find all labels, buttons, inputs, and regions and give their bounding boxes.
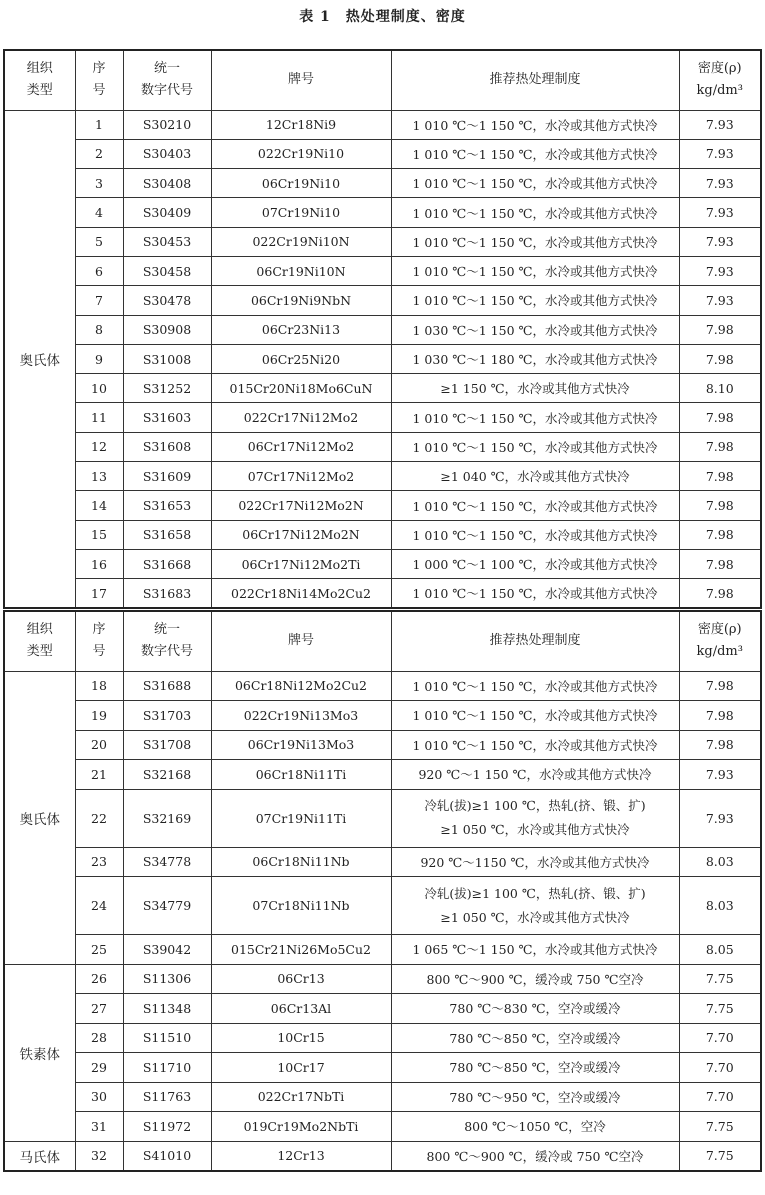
code-cell: S34779 (123, 877, 211, 935)
code-cell: S31653 (123, 491, 211, 520)
code-cell: S31008 (123, 344, 211, 373)
header-density: 密度(ρ) kg/dm³ (679, 611, 761, 671)
grade-cell: 07Cr18Ni11Nb (211, 877, 391, 935)
table-row (4, 169, 761, 198)
grade-cell: 06Cr18Ni11Nb (211, 847, 391, 877)
code-cell: S30210 (123, 110, 211, 139)
table-row (4, 491, 761, 520)
density-cell: 7.70 (679, 1023, 761, 1053)
density-cell: 7.98 (679, 520, 761, 549)
density-cell: 7.93 (679, 169, 761, 198)
seq-cell: 9 (75, 344, 123, 373)
heat-cell: 1 010 ℃～1 150 ℃，水冷或其他方式快冷 (391, 671, 679, 701)
code-cell: S32168 (123, 760, 211, 790)
density-cell: 7.75 (679, 1141, 761, 1171)
density-cell: 7.98 (679, 491, 761, 520)
density-cell: 8.03 (679, 877, 761, 935)
grade-cell: 06Cr19Ni10 (211, 169, 391, 198)
header-code: 统一 数字代号 (123, 611, 211, 671)
code-cell: S31668 (123, 549, 211, 578)
table-row (4, 110, 761, 139)
group-type-cell: 铁素体 (4, 964, 75, 1141)
table-row (4, 701, 761, 731)
code-cell: S30403 (123, 139, 211, 168)
code-cell: S34778 (123, 847, 211, 877)
header-type: 组织 类型 (4, 50, 75, 110)
heat-line-1: 冷轧(拔)≥1 100 ℃，热轧(挤、锻、扩) (424, 798, 646, 813)
grade-cell: 12Cr18Ni9 (211, 110, 391, 139)
code-cell: S31252 (123, 374, 211, 403)
header-grade: 牌号 (211, 50, 391, 110)
density-cell: 7.93 (679, 227, 761, 256)
seq-cell: 4 (75, 198, 123, 227)
density-cell: 7.93 (679, 110, 761, 139)
density-cell: 8.03 (679, 847, 761, 877)
header-seq: 序 号 (75, 611, 123, 671)
heat-line-2: ≥1 050 ℃，水冷或其他方式快冷 (440, 909, 630, 925)
heat-cell: 1 065 ℃～1 150 ℃，水冷或其他方式快冷 (391, 935, 679, 965)
header-code: 统一 数字代号 (123, 50, 211, 110)
seq-cell: 31 (75, 1112, 123, 1142)
table-row (4, 789, 761, 847)
heat-cell: 920 ℃～1 150 ℃，水冷或其他方式快冷 (391, 760, 679, 790)
table-row (4, 374, 761, 403)
header-grade: 牌号 (211, 611, 391, 671)
code-cell: S11510 (123, 1023, 211, 1053)
heat-cell (391, 789, 679, 847)
grade-cell: 022Cr19Ni13Mo3 (211, 701, 391, 731)
grade-cell: 06Cr19Ni9NbN (211, 286, 391, 315)
heat-cell: 1 030 ℃～1 180 ℃，水冷或其他方式快冷 (391, 344, 679, 373)
grade-cell: 07Cr17Ni12Mo2 (211, 462, 391, 491)
code-cell: S31603 (123, 403, 211, 432)
seq-cell: 10 (75, 374, 123, 403)
table-row (4, 432, 761, 461)
seq-cell: 7 (75, 286, 123, 315)
grade-cell: 022Cr19Ni10N (211, 227, 391, 256)
density-cell: 7.75 (679, 1112, 761, 1142)
header-heat: 推荐热处理制度 (391, 50, 679, 110)
heat-cell: 780 ℃～850 ℃，空冷或缓冷 (391, 1023, 679, 1053)
table-row (4, 964, 761, 994)
table-row (4, 344, 761, 373)
density-cell: 7.98 (679, 579, 761, 608)
code-cell: S31703 (123, 701, 211, 731)
heat-cell: 780 ℃～950 ℃，空冷或缓冷 (391, 1082, 679, 1112)
density-cell: 7.93 (679, 139, 761, 168)
heat-line-1: 冷轧(拔)≥1 100 ℃，热轧(挤、锻、扩) (424, 885, 646, 901)
header-type: 组织 类型 (4, 611, 75, 671)
seq-cell: 26 (75, 964, 123, 994)
code-cell: S31658 (123, 520, 211, 549)
code-cell: S11306 (123, 964, 211, 994)
table-row (4, 877, 761, 935)
heat-cell (391, 877, 679, 935)
density-cell: 7.93 (679, 286, 761, 315)
seq-cell: 24 (75, 877, 123, 935)
density-cell: 7.98 (679, 432, 761, 461)
density-cell: 7.98 (679, 462, 761, 491)
heat-cell: 1 010 ℃～1 150 ℃，水冷或其他方式快冷 (391, 491, 679, 520)
heat-cell: 800 ℃～900 ℃，缓冷或 750 ℃空冷 (391, 964, 679, 994)
table-row (4, 139, 761, 168)
code-cell: S31608 (123, 432, 211, 461)
heat-cell: 1 010 ℃～1 150 ℃，水冷或其他方式快冷 (391, 227, 679, 256)
grade-cell: 10Cr17 (211, 1053, 391, 1083)
density-cell: 7.70 (679, 1053, 761, 1083)
seq-cell: 19 (75, 701, 123, 731)
grade-cell: 022Cr18Ni14Mo2Cu2 (211, 579, 391, 608)
heat-cell: ≥1 040 ℃，水冷或其他方式快冷 (391, 462, 679, 491)
code-cell: S30409 (123, 198, 211, 227)
heat-cell: 1 030 ℃～1 150 ℃，水冷或其他方式快冷 (391, 315, 679, 344)
heat-cell: 780 ℃～850 ℃，空冷或缓冷 (391, 1053, 679, 1083)
density-cell: 7.93 (679, 256, 761, 285)
heat-cell: 1 010 ℃～1 150 ℃，水冷或其他方式快冷 (391, 139, 679, 168)
seq-cell: 27 (75, 994, 123, 1024)
grade-cell: 06Cr17Ni12Mo2 (211, 432, 391, 461)
table-row (4, 935, 761, 965)
code-cell: S31688 (123, 671, 211, 701)
heat-line-2: ≥1 050 ℃，水冷或其他方式快冷 (440, 822, 630, 837)
grade-cell: 07Cr19Ni10 (211, 198, 391, 227)
grade-cell: 12Cr13 (211, 1141, 391, 1171)
code-cell: S11763 (123, 1082, 211, 1112)
table-row (4, 730, 761, 760)
seq-cell: 1 (75, 110, 123, 139)
seq-cell: 12 (75, 432, 123, 461)
seq-cell: 8 (75, 315, 123, 344)
seq-cell: 21 (75, 760, 123, 790)
code-cell: S30908 (123, 315, 211, 344)
density-cell: 7.98 (679, 403, 761, 432)
seq-cell: 6 (75, 256, 123, 285)
density-cell: 8.05 (679, 935, 761, 965)
heat-cell: 1 010 ℃～1 150 ℃，水冷或其他方式快冷 (391, 432, 679, 461)
grade-cell: 06Cr17Ni12Mo2Ti (211, 549, 391, 578)
heat-cell: 1 010 ℃～1 150 ℃，水冷或其他方式快冷 (391, 110, 679, 139)
grade-cell: 022Cr17NbTi (211, 1082, 391, 1112)
table-row (4, 1112, 761, 1142)
seq-cell: 15 (75, 520, 123, 549)
code-cell: S11972 (123, 1112, 211, 1142)
grade-cell: 015Cr21Ni26Mo5Cu2 (211, 935, 391, 965)
header-seq: 序 号 (75, 50, 123, 110)
heat-cell: ≥1 150 ℃，水冷或其他方式快冷 (391, 374, 679, 403)
table-row (4, 403, 761, 432)
seq-cell: 17 (75, 579, 123, 608)
table-row (4, 549, 761, 578)
density-cell: 7.98 (679, 671, 761, 701)
table-row (4, 286, 761, 315)
grade-cell: 022Cr17Ni12Mo2 (211, 403, 391, 432)
density-cell: 7.75 (679, 994, 761, 1024)
heat-cell: 1 010 ℃～1 150 ℃，水冷或其他方式快冷 (391, 403, 679, 432)
seq-cell: 20 (75, 730, 123, 760)
group-type-cell: 奥氏体 (4, 671, 75, 964)
table-row (4, 994, 761, 1024)
code-cell: S30453 (123, 227, 211, 256)
table-row (4, 1082, 761, 1112)
grade-cell: 06Cr25Ni20 (211, 344, 391, 373)
seq-cell: 16 (75, 549, 123, 578)
table-row (4, 462, 761, 491)
seq-cell: 3 (75, 169, 123, 198)
code-cell: S11348 (123, 994, 211, 1024)
grade-cell: 06Cr13Al (211, 994, 391, 1024)
heat-treatment-table-part1 (3, 49, 762, 609)
density-cell: 7.98 (679, 549, 761, 578)
heat-cell: 1 010 ℃～1 150 ℃，水冷或其他方式快冷 (391, 701, 679, 731)
heat-cell: 1 010 ℃～1 150 ℃，水冷或其他方式快冷 (391, 579, 679, 608)
code-cell: S11710 (123, 1053, 211, 1083)
table-row (4, 315, 761, 344)
density-cell: 7.98 (679, 344, 761, 373)
grade-cell: 06Cr18Ni11Ti (211, 760, 391, 790)
table-row (4, 256, 761, 285)
heat-cell: 1 010 ℃～1 150 ℃，水冷或其他方式快冷 (391, 730, 679, 760)
heat-cell: 800 ℃～900 ℃，缓冷或 750 ℃空冷 (391, 1141, 679, 1171)
header-row (4, 50, 761, 110)
density-cell: 7.93 (679, 198, 761, 227)
grade-cell: 10Cr15 (211, 1023, 391, 1053)
code-cell: S31609 (123, 462, 211, 491)
table-title: 表 1 热处理制度、密度 (299, 9, 466, 25)
density-cell: 7.98 (679, 315, 761, 344)
table-row (4, 671, 761, 701)
code-cell: S32169 (123, 789, 211, 847)
code-cell: S39042 (123, 935, 211, 965)
seq-cell: 18 (75, 671, 123, 701)
table-row (4, 1023, 761, 1053)
density-cell: 8.10 (679, 374, 761, 403)
table2-body (4, 611, 761, 1171)
heat-cell: 1 010 ℃～1 150 ℃，水冷或其他方式快冷 (391, 198, 679, 227)
header-density: 密度(ρ) kg/dm³ (679, 50, 761, 110)
heat-cell: 1 010 ℃～1 150 ℃，水冷或其他方式快冷 (391, 520, 679, 549)
grade-cell: 06Cr18Ni12Mo2Cu2 (211, 671, 391, 701)
seq-cell: 28 (75, 1023, 123, 1053)
density-cell: 7.93 (679, 760, 761, 790)
seq-cell: 32 (75, 1141, 123, 1171)
code-cell: S41010 (123, 1141, 211, 1171)
table-row (4, 198, 761, 227)
table-row (4, 227, 761, 256)
grade-cell: 06Cr19Ni13Mo3 (211, 730, 391, 760)
table-row (4, 760, 761, 790)
heat-cell: 1 010 ℃～1 150 ℃，水冷或其他方式快冷 (391, 256, 679, 285)
grade-cell: 015Cr20Ni18Mo6CuN (211, 374, 391, 403)
seq-cell: 30 (75, 1082, 123, 1112)
density-cell: 7.98 (679, 701, 761, 731)
code-cell: S30408 (123, 169, 211, 198)
table-row (4, 579, 761, 608)
group-type-cell: 马氏体 (4, 1141, 75, 1171)
density-cell: 7.75 (679, 964, 761, 994)
table-row (4, 1141, 761, 1171)
density-cell: 7.98 (679, 730, 761, 760)
seq-cell: 23 (75, 847, 123, 877)
header-heat: 推荐热处理制度 (391, 611, 679, 671)
seq-cell: 2 (75, 139, 123, 168)
grade-cell: 06Cr17Ni12Mo2N (211, 520, 391, 549)
header-row (4, 611, 761, 671)
heat-cell: 780 ℃～830 ℃，空冷或缓冷 (391, 994, 679, 1024)
code-cell: S30478 (123, 286, 211, 315)
heat-cell: 1 010 ℃～1 150 ℃，水冷或其他方式快冷 (391, 286, 679, 315)
grade-cell: 022Cr19Ni10 (211, 139, 391, 168)
grade-cell: 06Cr23Ni13 (211, 315, 391, 344)
code-cell: S31708 (123, 730, 211, 760)
heat-cell: 1 010 ℃～1 150 ℃，水冷或其他方式快冷 (391, 169, 679, 198)
heat-cell: 800 ℃～1050 ℃，空冷 (391, 1112, 679, 1142)
seq-cell: 25 (75, 935, 123, 965)
grade-cell: 019Cr19Mo2NbTi (211, 1112, 391, 1142)
table-row (4, 1053, 761, 1083)
table-row (4, 847, 761, 877)
density-cell: 7.93 (679, 789, 761, 847)
grade-cell: 022Cr17Ni12Mo2N (211, 491, 391, 520)
grade-cell: 06Cr19Ni10N (211, 256, 391, 285)
grade-cell: 06Cr13 (211, 964, 391, 994)
seq-cell: 11 (75, 403, 123, 432)
code-cell: S31683 (123, 579, 211, 608)
group-type-cell: 奥氏体 (4, 110, 75, 608)
code-cell: S30458 (123, 256, 211, 285)
grade-cell: 07Cr19Ni11Ti (211, 789, 391, 847)
density-cell: 7.70 (679, 1082, 761, 1112)
seq-cell: 5 (75, 227, 123, 256)
heat-cell: 1 000 ℃～1 100 ℃，水冷或其他方式快冷 (391, 549, 679, 578)
seq-cell: 13 (75, 462, 123, 491)
seq-cell: 14 (75, 491, 123, 520)
table1-body (4, 50, 761, 608)
heat-treatment-table-part2 (3, 610, 762, 1172)
seq-cell: 22 (75, 789, 123, 847)
table-row (4, 520, 761, 549)
seq-cell: 29 (75, 1053, 123, 1083)
heat-cell: 920 ℃～1150 ℃，水冷或其他方式快冷 (391, 847, 679, 877)
